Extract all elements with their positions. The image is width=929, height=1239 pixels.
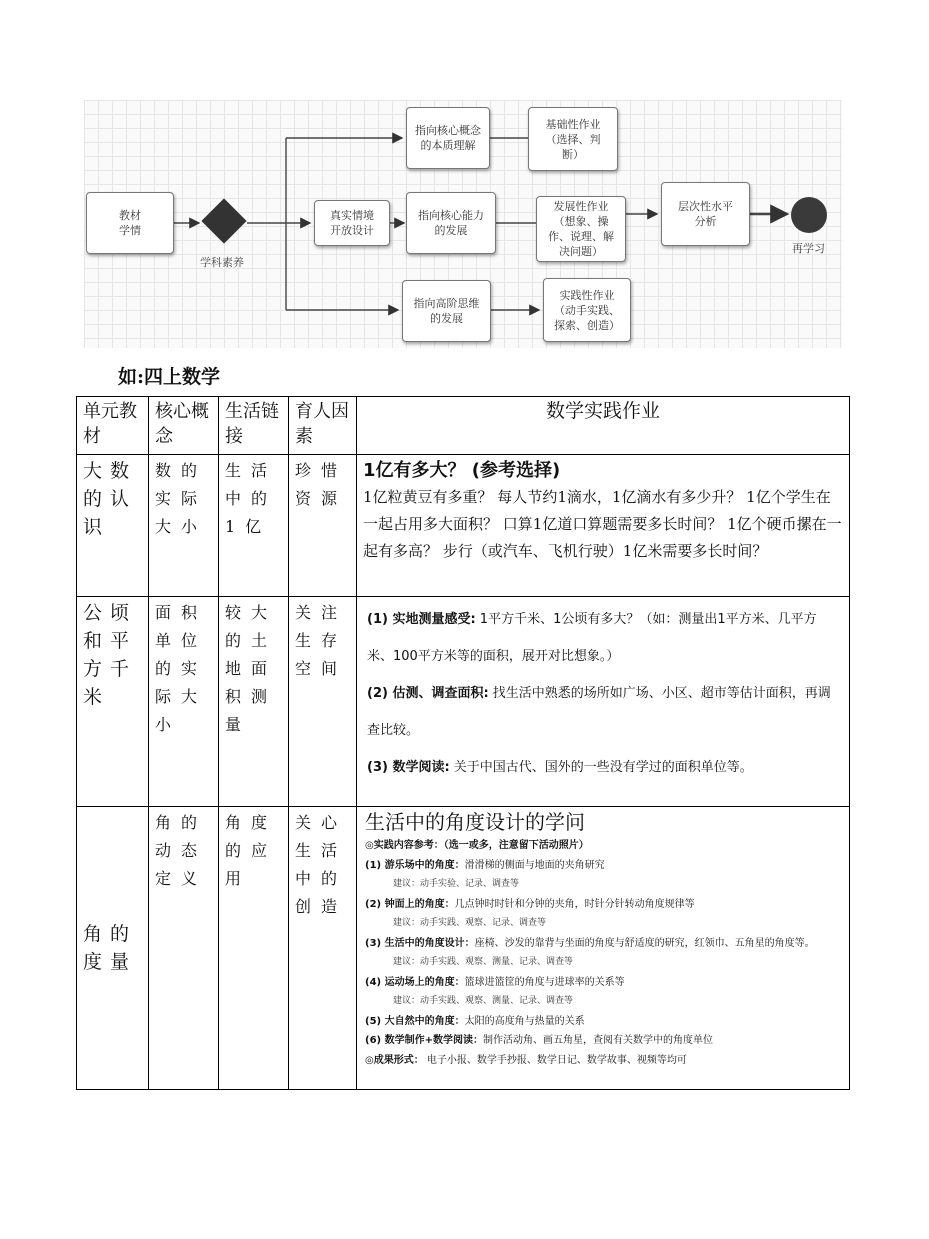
- practice-heading: 1亿有多大？ (参考选择): [363, 460, 561, 481]
- cell-unit: 公顷和平方千米: [77, 597, 149, 807]
- flowchart: [84, 100, 842, 348]
- practice-item: (1) 实地测量感受: 1平方千米、1公顷有多大？（如：测量出1平方米、几平方米、100平方米等的面积，展开对比想象。）: [367, 612, 817, 664]
- header-concept: 核心概念: [149, 397, 219, 455]
- practice-homework-table: [76, 396, 850, 1090]
- practice-item: (5) 大自然中的角度：太阳的高度角与热量的关系: [365, 1015, 585, 1027]
- cell-concept: 数的实际大小: [149, 455, 219, 597]
- table-row: [77, 455, 850, 597]
- header-unit: 单元教材: [77, 397, 149, 455]
- practice-item: (2) 钟面上的角度：几点钟时时针和分钟的夹角，时针分针转动角度规律等: [365, 898, 695, 910]
- practice-suggestion: 建议：动手实验、记录、调查等: [393, 879, 520, 889]
- end-circle-icon: [791, 197, 827, 233]
- node-core-concept: 指向核心概念 的本质理解: [406, 107, 490, 169]
- table-row: [77, 807, 850, 1090]
- practice-intro: ◎实践内容参考：（选一或多，注意留下活动照片）: [365, 840, 589, 851]
- header-edu: 育人因素: [289, 397, 357, 455]
- cell-unit: 角的度量: [77, 807, 149, 1090]
- cell-edu: 关注生存空间: [289, 597, 357, 807]
- cell-practice: [357, 455, 850, 597]
- node-textbook-learning: 教材 学情: [86, 192, 174, 254]
- node-level-analysis: 层次性水平 分析: [661, 182, 750, 246]
- practice-heading: 生活中的角度设计的学问: [365, 810, 585, 834]
- header-practice: 数学实践作业: [357, 397, 850, 455]
- node-higher-order: 指向高阶思维 的发展: [402, 280, 491, 342]
- diamond-label: 学科素养: [200, 256, 244, 269]
- practice-item: (4) 运动场上的角度：篮球进篮筐的角度与进球率的关系等: [365, 976, 625, 988]
- practice-suggestion: 建议：动手实践、观察、测量、记录、调查等: [393, 957, 574, 967]
- practice-item: (2) 估测、调查面积: 找生活中熟悉的场所如广场、小区、超市等估计面积，再调查比较。: [367, 686, 831, 738]
- node-practice-homework: 实践性作业 （动手实践、 探索、创造）: [543, 278, 631, 342]
- node-real-situation: 真实情境 开放设计: [314, 200, 390, 246]
- practice-suggestion: 建议：动手实践、观察、记录、调查等: [393, 918, 547, 928]
- end-label: 再学习: [792, 242, 825, 255]
- cell-practice: [357, 807, 850, 1090]
- node-basic-homework: 基础性作业 （选择、判 断）: [528, 107, 618, 171]
- practice-suggestion: 建议：动手实践、观察、测量、记录、调查等: [393, 996, 574, 1006]
- cell-concept: 面积单位的实际大小: [149, 597, 219, 807]
- node-core-ability: 指向核心能力 的发展: [406, 192, 496, 254]
- table-row: [77, 597, 850, 807]
- cell-life: 较大的土地面积测量: [219, 597, 289, 807]
- practice-item: (1) 游乐场中的角度：滑滑梯的侧面与地面的夹角研究: [365, 859, 605, 871]
- table-header-row: [77, 397, 850, 455]
- practice-item: (3) 生活中的角度设计：座椅、沙发的靠背与坐面的角度与舒适度的研究，红领巾、五角星的角度等。: [365, 937, 815, 949]
- cell-life: 生活中的1亿: [219, 455, 289, 597]
- header-life: 生活链接: [219, 397, 289, 455]
- cell-concept: 角的动态定义: [149, 807, 219, 1090]
- cell-edu: 珍惜资源: [289, 455, 357, 597]
- practice-item: (3) 数学阅读: 关于中国古代、国外的一些没有学过的面积单位等。: [367, 760, 753, 775]
- cell-unit: 大数的认识: [77, 455, 149, 597]
- example-title: 如:四上数学: [118, 366, 221, 388]
- node-develop-homework: 发展性作业 （想象、操 作、说理、解 决问题）: [536, 196, 626, 262]
- practice-result: ◎成果形式： 电子小报、数学手抄报、数学日记、数学故事、视频等均可: [365, 1054, 687, 1066]
- cell-practice: [357, 597, 850, 807]
- practice-item: (6) 数学制作+数学阅读：制作活动角、画五角星，查阅有关数学中的角度单位: [365, 1035, 713, 1046]
- practice-body: 1亿粒黄豆有多重？ 每人节约1滴水，1亿滴水有多少升？ 1亿个学生在一起占用多大面积？ 口算1亿道口算题需要多长时间？ 1亿个硬币摞在一起有多高？ 步行（或汽车、飞机行驶）1亿米需要多长时间？: [363, 488, 842, 560]
- cell-edu: 关心生活中的创造: [289, 807, 357, 1090]
- cell-life: 角度的应用: [219, 807, 289, 1090]
